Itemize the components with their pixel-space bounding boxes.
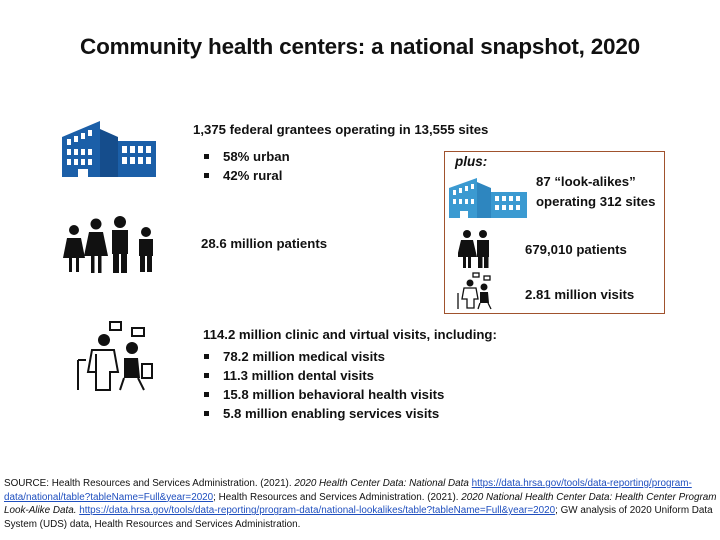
family-icon [62,216,158,274]
grantees-bullets [201,147,290,185]
grantees-headline: 1,375 federal grantees operating in 13,555 sites [193,122,489,137]
bullet-dental: 11.3 million dental visits [201,366,444,385]
visits-headline: 114.2 million clinic and virtual visits, including: [203,327,497,342]
visits-bullets [201,347,444,423]
doctor-patient-small-icon [456,272,496,310]
lookalikes-visits: 2.81 million visits [525,287,635,302]
source-mid: ; Health Resources and Services Administration. (2021). [213,491,462,503]
patients-headline: 28.6 million patients [201,236,328,251]
bullet-enabling: 5.8 million enabling services visits [201,404,444,423]
source-link-2[interactable]: https://data.hrsa.gov/tools/data-reporting/program-data/national-lookalikes/table?tableName=Full&year=2020 [79,505,556,517]
bullet-rural: 42% rural [201,166,290,185]
source-link-1[interactable]: https://data.hrsa.gov/tools/data-reporting/program-data/national/table?tableName=Full&year=2020 [4,478,692,503]
building-icon [60,119,160,179]
doctor-patient-icon [74,320,156,392]
source-suffix: ; GW analysis of 2020 Uniform Data System (UDS) data, Health Resources and Services Administration. [4,505,713,530]
source-title-1: 2020 Health Center Data: National Data [294,478,469,489]
source-prefix: SOURCE: Health Resources and Services Administration. (2021). [4,478,295,489]
plus-label: plus: [455,154,488,169]
lookalikes-sites [536,172,655,212]
source-title-2: 2020 National Health Center Data: Health Center Program Look-Alike Data. [4,491,717,517]
lookalikes-patients: 679,010 patients [525,242,627,257]
lookalikes-sites-line2: operating 312 sites [536,194,656,209]
bullet-medical: 78.2 million medical visits [201,347,444,366]
source-note [4,477,718,531]
bullet-behavioral: 15.8 million behavioral health visits [201,385,444,404]
building-small-icon [447,176,529,220]
page-title: Community health centers: a national snapshot, 2020 [80,34,640,59]
bullet-urban: 58% urban [201,147,290,166]
lookalikes-sites-line1: 87 “look-alikes” [536,174,636,189]
couple-icon [458,229,492,269]
